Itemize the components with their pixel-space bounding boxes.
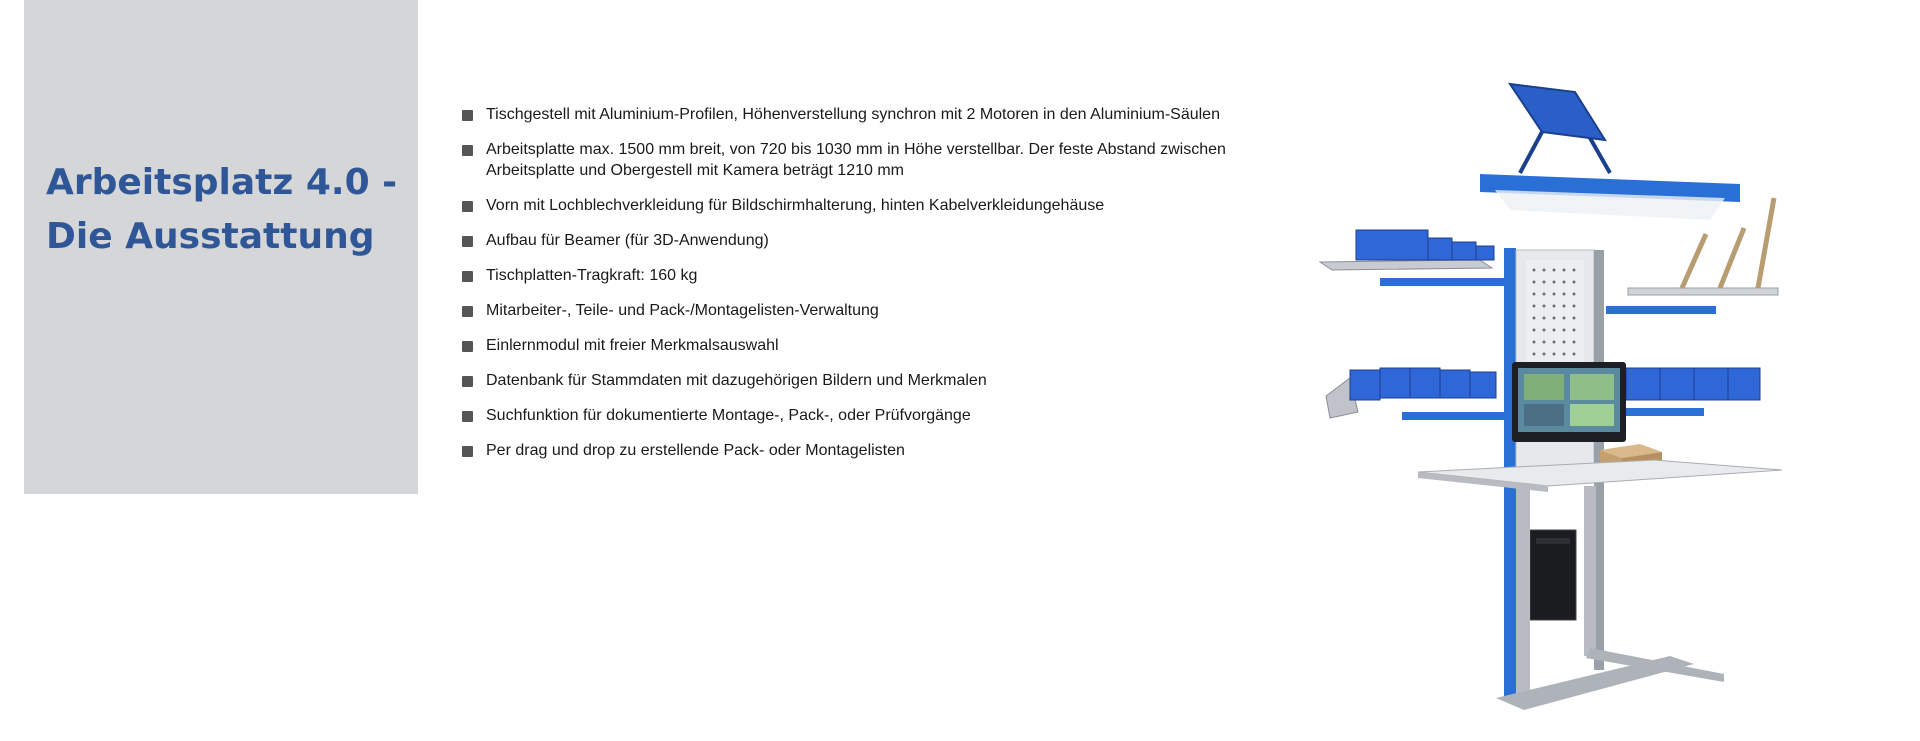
feature-item <box>462 104 1302 125</box>
lower-right-shelf <box>1612 368 1760 416</box>
feature-item <box>462 335 1302 356</box>
feature-text: Suchfunktion für dokumentierte Montage-, Pack-, oder Prüfvorgänge <box>486 407 971 424</box>
square-bullet-icon <box>462 110 473 121</box>
feature-list <box>462 104 1302 475</box>
upper-left-shelf <box>1320 230 1526 286</box>
feature-text: Mitarbeiter-, Teile- und Pack-/Montagelisten-Verwaltung <box>486 302 879 319</box>
square-bullet-icon <box>462 236 473 247</box>
feature-item <box>462 405 1302 426</box>
monitor <box>1512 362 1626 442</box>
square-bullet-icon <box>462 341 473 352</box>
square-bullet-icon <box>462 271 473 282</box>
feature-item <box>462 300 1302 321</box>
page-title <box>46 156 397 264</box>
square-bullet-icon <box>462 306 473 317</box>
feature-item <box>462 265 1302 286</box>
square-bullet-icon <box>462 411 473 422</box>
feature-item <box>462 370 1302 391</box>
title-line-2: Die Ausstattung <box>46 216 375 257</box>
feature-item <box>462 230 1302 251</box>
upper-frame <box>1480 174 1740 220</box>
square-bullet-icon <box>462 376 473 387</box>
title-panel <box>24 0 418 494</box>
perforated-panel <box>1526 260 1584 370</box>
square-bullet-icon <box>462 201 473 212</box>
feature-text: Tischgestell mit Aluminium-Profilen, Höhenverstellung synchron mit 2 Motoren in den Aluminium-Säulen <box>486 106 1220 123</box>
lower-left-shelf <box>1326 368 1506 420</box>
feature-text: Tischplatten-Tragkraft: 160 kg <box>486 267 698 284</box>
feature-text: Vorn mit Lochblechverkleidung für Bildschirmhalterung, hinten Kabelverkleidungehäuse <box>486 197 1105 214</box>
feature-item <box>462 440 1302 461</box>
feature-item <box>462 195 1302 216</box>
projector-mount <box>1510 84 1610 173</box>
feature-text: Per drag und drop zu erstellende Pack- oder Montagelisten <box>486 442 905 459</box>
pc-tower <box>1530 530 1576 620</box>
workstation-product-image <box>1310 78 1790 718</box>
square-bullet-icon <box>462 446 473 457</box>
square-bullet-icon <box>462 145 473 156</box>
feature-text: Einlernmodul mit freier Merkmalsauswahl <box>486 337 779 354</box>
feature-text: Datenbank für Stammdaten mit dazugehörigen Bildern und Merkmalen <box>486 372 987 389</box>
feature-text: Arbeitsplatte max. 1500 mm breit, von 720 bis 1030 mm in Höhe verstellbar. Der feste Abstand zwischen Arbeitsplatte und Obergestell mit Kamera beträgt 1210 mm <box>486 141 1226 179</box>
feature-item <box>462 139 1302 181</box>
feature-text: Aufbau für Beamer (für 3D-Anwendung) <box>486 232 769 249</box>
title-line-1: Arbeitsplatz 4.0 - <box>46 162 398 203</box>
